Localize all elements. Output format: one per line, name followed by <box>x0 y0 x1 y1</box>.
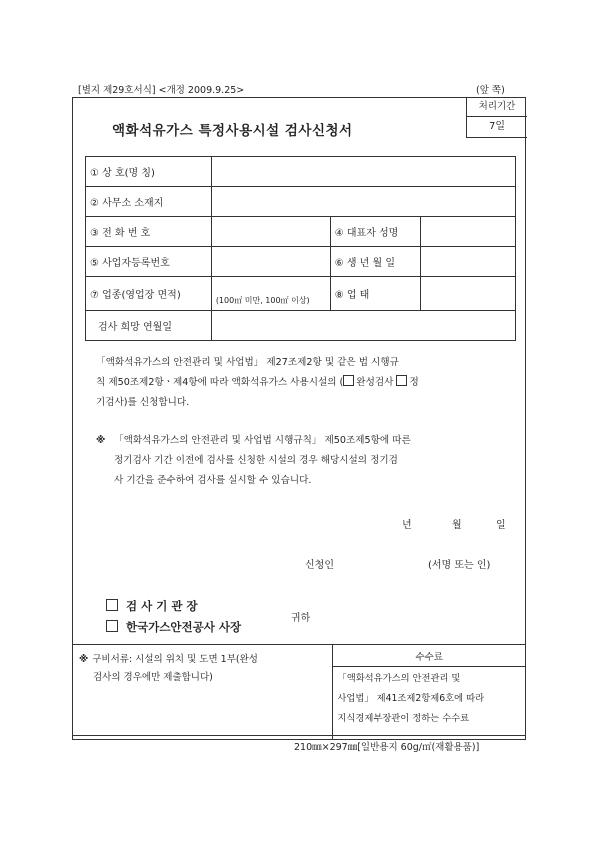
office-address-label: ② 사무소 소재지 <box>86 187 212 217</box>
fee-header: 수수료 <box>333 645 526 667</box>
desired-date-field[interactable] <box>211 311 515 341</box>
business-type-label: ⑧ 업 태 <box>330 277 420 311</box>
date-month-label: 월 <box>452 520 462 531</box>
applicant-label: 신청인 <box>305 560 334 571</box>
table-row <box>86 277 516 311</box>
statement-text: 칙 제50조제2항ㆍ제4항에 따라 액화석유가스 사용시설의 ( <box>96 377 344 388</box>
industry-area-note: (100㎡ 미만, 100㎡ 이상) <box>215 296 310 305</box>
processing-period-label: 처리기간 <box>467 97 527 117</box>
completion-inspection-label: 완성검사 <box>356 377 394 388</box>
applicant-info-table <box>85 156 516 341</box>
registration-no-field[interactable] <box>211 247 330 277</box>
application-statement <box>96 353 419 413</box>
representative-field[interactable] <box>420 217 515 247</box>
note-line: 사 기간을 준수하여 검사를 실시할 수 있습니다. <box>114 475 312 486</box>
documents-fee-table <box>72 644 526 740</box>
paper-spec-footer: 210㎜×297㎜[일반용지 60g/㎡(재활용품)] <box>294 742 480 753</box>
industry-label: ⑦ 업종(영업장 면적) <box>86 277 212 311</box>
fee-line: 「액화석유가스의 안전관리 및 <box>337 673 461 684</box>
recipient-inspection-agency: 검 사 기 관 장 <box>106 598 198 614</box>
processing-period-value: 7일 <box>488 121 506 132</box>
office-address-field[interactable] <box>211 187 515 217</box>
docs-mark: ※ <box>79 654 89 665</box>
business-type-field[interactable] <box>420 277 515 311</box>
table-row <box>86 217 516 247</box>
page-side-label: (앞 쪽) <box>476 85 505 96</box>
note-line: 정기검사 기간 이전에 검사를 신청한 시설의 경우 해당시설의 정기검 <box>114 455 398 466</box>
table-row <box>86 187 516 217</box>
date-year-label: 년 <box>402 520 412 531</box>
form-number: [별지 제29호서식] <개정 2009.9.25> <box>78 85 245 96</box>
statement-line: 기검사)를 신청합니다. <box>96 397 190 408</box>
fee-line: 지식경제부장관이 정하는 수수료 <box>337 713 470 724</box>
phone-field[interactable] <box>211 217 330 247</box>
kgs-checkbox[interactable] <box>106 620 118 632</box>
fee-description-cell <box>333 667 526 740</box>
required-documents-cell <box>73 645 333 740</box>
representative-label: ④ 대표자 성명 <box>330 217 420 247</box>
docs-line: 검사의 경우에만 제출합니다) <box>93 672 213 683</box>
industry-field[interactable] <box>211 277 330 311</box>
birth-date-label: ⑥ 생 년 월 일 <box>330 247 420 277</box>
note-block <box>96 431 411 491</box>
inspection-agency-checkbox[interactable] <box>106 599 118 611</box>
date-day-label: 일 <box>496 520 506 531</box>
registration-no-label: ⑤ 사업자등록번호 <box>86 247 212 277</box>
docs-line: 구비서류: 시설의 위치 및 도면 1부(완성 <box>92 654 258 665</box>
birth-date-field[interactable] <box>420 247 515 277</box>
recipient-kgs: 한국가스안전공사 사장 <box>106 619 241 635</box>
phone-label: ③ 전 화 번 호 <box>86 217 212 247</box>
fee-line: 사업법」 제41조제2항제6호에 따라 <box>337 693 485 704</box>
table-row <box>86 311 516 341</box>
periodic-inspection-checkbox[interactable] <box>396 375 407 386</box>
table-row <box>86 247 516 277</box>
note-mark: ※ <box>96 435 106 446</box>
business-name-field[interactable] <box>211 157 515 187</box>
statement-line: 「액화석유가스의 안전관리 및 사업법」 제27조제2항 및 같은 법 시행규 <box>96 357 399 368</box>
periodic-inspection-label: 정 <box>409 377 419 388</box>
signature-label: (서명 또는 인) <box>428 560 491 571</box>
recipient-suffix: 귀하 <box>291 613 311 624</box>
table-row <box>86 157 516 187</box>
completion-inspection-checkbox[interactable] <box>343 375 354 386</box>
form-title: 액화석유가스 특정사용시설 검사신청서 <box>112 123 353 139</box>
processing-period-box <box>466 97 527 138</box>
statement-line <box>96 373 419 393</box>
business-name-label: ① 상 호(명 칭) <box>86 157 212 187</box>
note-line: 「액화석유가스의 안전관리 및 사업법 시행규칙」 제50조제5항에 따른 <box>114 435 411 446</box>
desired-date-label: 검사 희망 연월일 <box>86 311 212 341</box>
